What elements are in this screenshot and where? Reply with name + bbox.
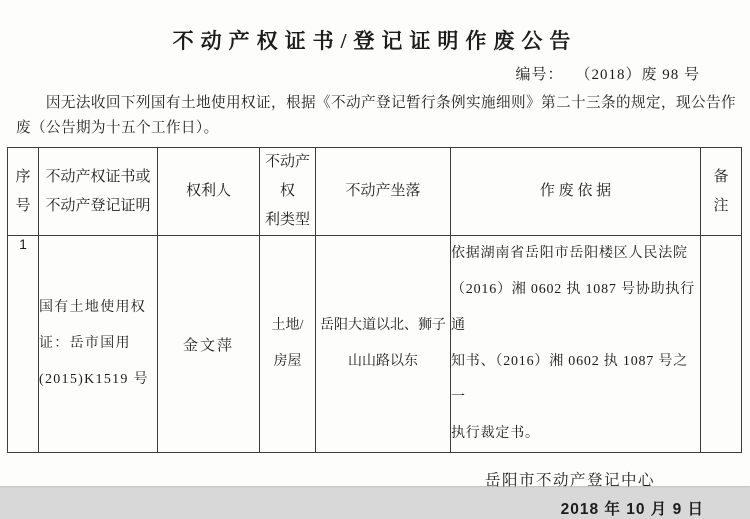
header-text: 利类型 xyxy=(264,212,310,228)
header-text: 不动产权 xyxy=(264,154,310,199)
col-header-holder xyxy=(158,148,260,236)
cell-text: （2016）湘 0602 执 1087 号协助执行通 xyxy=(451,282,695,333)
cell-text: 土地/ xyxy=(271,318,304,333)
footer-date: 2018 年 10 月 9 日 xyxy=(560,501,704,518)
header-text: 权利人 xyxy=(185,183,231,199)
doc-number-value: （2018）废 98 号 xyxy=(575,67,700,83)
header-text: 序 xyxy=(15,168,31,185)
col-header-seq xyxy=(8,148,39,236)
col-header-remark xyxy=(701,148,742,236)
cell-basis xyxy=(451,236,701,453)
cell-text: 山山路以东 xyxy=(348,354,418,369)
invalidation-table xyxy=(7,147,742,453)
cell-text: 岳阳大道以北、狮子 xyxy=(320,318,446,333)
header-text: 注 xyxy=(713,197,729,214)
header-text: 备 xyxy=(713,168,729,185)
header-text: 不动产登记证明 xyxy=(45,197,151,214)
header-text: 号 xyxy=(15,197,31,214)
footer-issuer: 岳阳市不动产登记中心 xyxy=(484,472,655,489)
cell-remark xyxy=(701,236,742,453)
header-text: 不动产坐落 xyxy=(345,183,421,199)
cell-text: 依据湖南省岳阳市岳阳楼区人民法院 xyxy=(451,246,688,261)
col-header-certificate xyxy=(39,148,158,236)
cell-text: (2015)K1519 号 xyxy=(39,372,149,387)
header-text: 不动产权证书或 xyxy=(45,168,151,185)
col-header-location xyxy=(316,148,451,236)
cell-text: 证：岳市国用 xyxy=(39,336,131,351)
cell-certificate xyxy=(39,236,158,453)
doc-number xyxy=(0,63,750,84)
cell-text: 知书、（2016）湘 0602 执 1087 号之一 xyxy=(451,354,688,405)
cell-right-type xyxy=(260,236,316,453)
doc-number-label: 编号： xyxy=(515,67,564,83)
page-title: 不动产权证书/登记证明作废公告 xyxy=(172,29,578,53)
cell-text: 执行裁定书。 xyxy=(451,426,540,441)
cell-text: 国有土地使用权 xyxy=(39,300,147,315)
cell-location xyxy=(316,236,451,453)
col-header-basis xyxy=(451,148,701,236)
cell-holder: 金文萍 xyxy=(158,236,260,453)
table-header-row xyxy=(8,148,742,236)
intro-paragraph: 因无法收回下列国有土地使用权证，根据《不动产登记暂行条例实施细则》第二十三条的规定，现公告作废（公告期为十五个工作日）。 xyxy=(16,95,736,136)
cell-seq: 1 xyxy=(8,236,39,453)
cell-text: 房屋 xyxy=(273,354,302,369)
table-row xyxy=(8,236,742,453)
header-text: 作 废 依 据 xyxy=(539,183,612,199)
col-header-right-type xyxy=(260,148,316,236)
